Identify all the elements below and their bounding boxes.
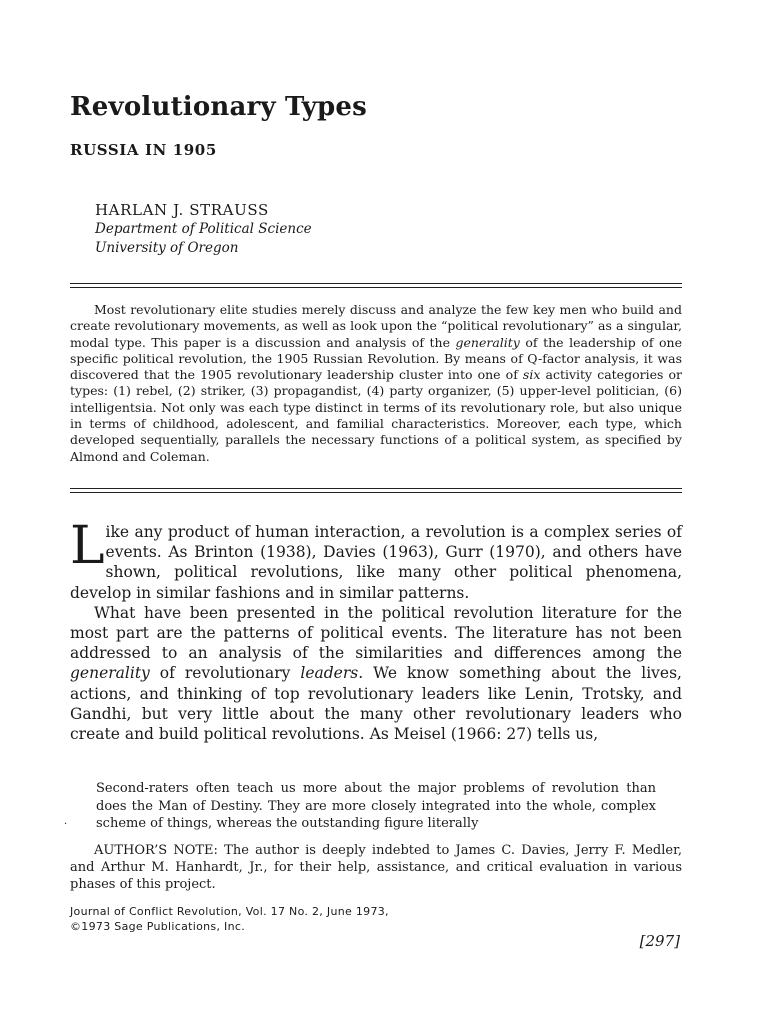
paragraph-text: What have been presented in the political revolution literature for the most part are the patterns of political events. The literature has not been addressed to an analysis of the similarities and differences among the — [70, 603, 682, 663]
article-subtitle: RUSSIA IN 1905 — [70, 141, 217, 159]
author-university: University of Oregon — [95, 240, 239, 256]
author-block — [95, 201, 312, 258]
journal-citation — [70, 904, 389, 934]
abstract-text: activity categories or types: (1) rebel, (2) striker, (3) propagandist, (4) party organizer, (5) upper-level politician, (6) intelligentsia. Not only was each type distinct in terms of its revolutionary role, but also unique in terms of childhood, adolescent, and familial characteristics. Moreover, each type, which developed sequentially, parallels the necessary functions of a political system, as specified by Almond and Coleman. — [70, 367, 682, 464]
paragraph-text: We know something about the lives, actions, and thinking of top revolutionary leaders like Lenin, Trotsky, and Gandhi, but very little about the many other revolutionary leaders who create and build political revolutions. As Meisel (1966: 27) tells us, — [70, 664, 682, 744]
paragraph-emphasis: generality — [70, 664, 150, 683]
paragraph-text: ike any product of human interaction, a revolution is a complex series of events. As Brinton (1938), Davies (1963), Gurr (1970), and others have shown, political revolutions, like many other political phenomena, develop in similar fashions and in similar patterns. — [70, 523, 682, 602]
body-text — [70, 516, 682, 744]
authors-note: AUTHOR’S NOTE: The author is deeply indebted to James C. Davies, Jerry F. Medler, and Arthur M. Hanhardt, Jr., for their help, assistance, and critical evaluation in various phases of this project. — [70, 843, 682, 892]
copyright-line: ©1973 Sage Publications, Inc. — [70, 920, 246, 933]
author-department: Department of Political Science — [95, 221, 312, 237]
abstract-text: of the leadership of one specific political revolution, the 1905 Russian Revolution. By means of Q-factor analysis, it was discovered that the 1905 revolutionary leadership cluster into one of — [70, 334, 682, 383]
article-title: Revolutionary Types — [70, 92, 367, 122]
margin-mark: · — [64, 819, 68, 830]
paragraph-text: of revolutionary — [149, 664, 301, 683]
body-paragraph-1 — [70, 516, 682, 603]
abstract-emphasis: six — [522, 367, 541, 383]
journal-line: Journal of Conflict Revolution, Vol. 17 No. 2, June 1973, — [70, 905, 389, 918]
block-quote: Second-raters often teach us more about the major problems of revolution than does the Man of Destiny. They are more closely integrated into the whole, complex scheme of things, whereas the outstanding figure literally — [96, 781, 656, 831]
drop-cap: L — [70, 516, 105, 576]
page-number: [297] — [639, 932, 680, 950]
top-divider — [70, 283, 682, 288]
author-name: HARLAN J. STRAUSS — [95, 201, 269, 219]
abstract-text: Most revolutionary elite studies merely discuss and analyze the few key men who build and create revolutionary movements, as well as look upon the “political revolutionary” as a singular, modal type. This paper is a discussion and analysis of the — [70, 302, 682, 350]
bottom-divider — [70, 488, 682, 493]
abstract-emphasis: generality — [455, 334, 520, 350]
body-paragraph-2 — [70, 603, 682, 744]
paragraph-emphasis: leaders. — [300, 664, 364, 683]
abstract — [70, 302, 682, 465]
